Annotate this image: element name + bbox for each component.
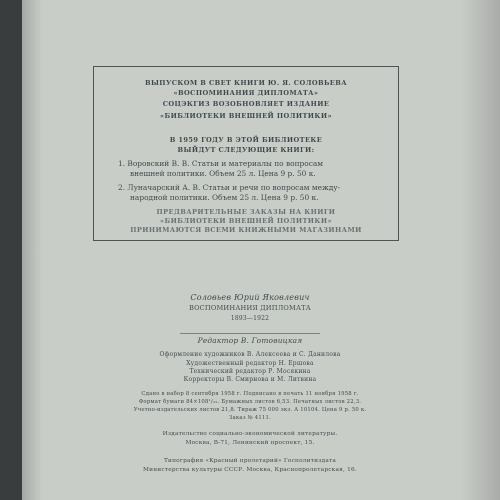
ad-footer-line-2: «БИБЛИОТЕКИ ВНЕШНЕЙ ПОЛИТИКИ» — [160, 217, 332, 225]
print-details-line-4: Заказ № 4111. — [229, 415, 271, 421]
book-1-line-1: 1. Воровский В. В. Статьи и материалы по вопросам — [118, 159, 323, 168]
ad-header-line-3: СОЦЭКГИЗ ВОЗОБНОВЛЯЕТ ИЗДАНИЕ — [162, 100, 330, 108]
print-details-line-2: Формат бумаги 84×108¹/₃₂. Бумажных листов 6,53. Печатных листов 22,3. — [138, 399, 362, 405]
typography-line-1: Типография «Красный пролетарий» Госполитиздата — [163, 458, 337, 464]
typography-line-2: Министерства культуры СССР. Москва, Краснопролетарская, 16. — [143, 467, 357, 473]
gutter-shadow — [22, 0, 42, 500]
print-details-line-1: Сдано в набор 8 сентября 1958 г. Подписано в печать 11 ноября 1958 г. — [141, 391, 359, 397]
ad-footer-line-1: ПРЕДВАРИТЕЛЬНЫЕ ЗАКАЗЫ НА КНИГИ — [156, 208, 336, 216]
publisher-line-1: Издательство социально-экономической литературы. — [162, 431, 338, 437]
book-2-line-2: народной политики. Объем 25 л. Цена 9 р. 50 к. — [130, 193, 319, 202]
credit-line-2: Художественный редактор Н. Ершова — [186, 360, 314, 367]
credit-line-1: Оформление художников В. Алексеева и С. Данилова — [159, 351, 341, 358]
ad-header-line-4: «БИБЛИОТЕКИ ВНЕШНЕЙ ПОЛИТИКИ» — [160, 112, 332, 120]
credit-line-4: Корректоры В. Смирнова и М. Литвина — [183, 376, 317, 383]
credit-line-3: Технический редактор Р. Мосякина — [189, 368, 311, 375]
ad-header-line-2: «ВОСПОМИНАНИЯ ДИПЛОМАТА» — [173, 89, 319, 97]
imprint-years: 1893—1922 — [230, 315, 270, 322]
imprint-title: ВОСПОМИНАНИЯ ДИПЛОМАТА — [189, 304, 311, 312]
publisher-line-2: Москва, В-71, Ленинский проспект, 15. — [185, 440, 315, 446]
edge-shadow — [460, 0, 500, 500]
ad-announce-line-2: ВЫЙДУТ СЛЕДУЮЩИЕ КНИГИ: — [177, 146, 315, 154]
print-details-line-3: Учетно-издательских листов 21,8. Тираж 75 000 экз. А 10104. Цена 9 р. 50 к. — [133, 407, 367, 413]
imprint-author: Соловьев Юрий Яковлевич — [190, 293, 310, 302]
imprint-editor: Редактор В. Готовицкая — [197, 336, 303, 345]
ad-announce-line-1: В 1959 ГОДУ В ЭТОЙ БИБЛИОТЕКЕ — [169, 136, 323, 144]
ad-header-line-1: ВЫПУСКОМ В СВЕТ КНИГИ Ю. Я. СОЛОВЬЕВА — [145, 79, 347, 87]
ad-footer-line-3: ПРИНИМАЮТСЯ ВСЕМИ КНИЖНЫМИ МАГАЗИНАМИ — [130, 226, 362, 234]
book-1-line-2: внешней политики. Объем 25 л. Цена 9 р. 50 к. — [130, 169, 316, 178]
imprint-divider — [180, 333, 320, 334]
book-2-line-1: 2. Луначарский А. В. Статьи и речи по вопросам между- — [118, 183, 341, 192]
